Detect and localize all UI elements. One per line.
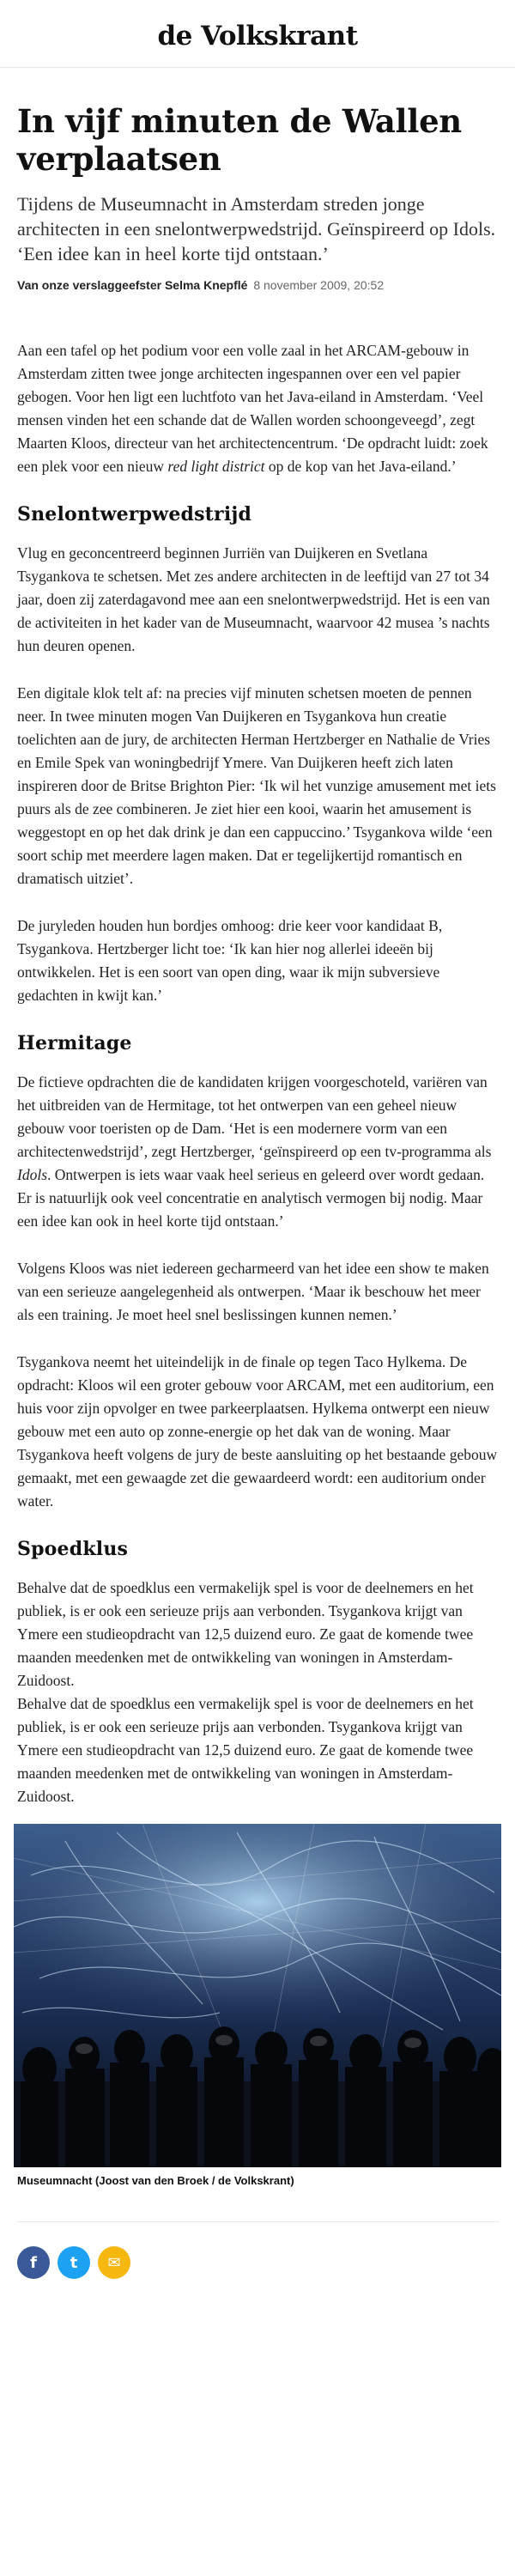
paragraph: De fictieve opdrachten die de kandidaten krijgen voorgeschoteld, variëren van het uitbreiden van de Hermitage, tot het ontwerpen van een geheel nieuw gebouw voor toeristen op de Dam. ‘Het is een modernere vorm van een architectenwedstrijd’, zegt Hertzberger, ‘geïnspireerd op een tv-programma als Idols. Ontwerpen is iets waar vaak heel serieus en geleerd over wordt gedaan. Er is natuurlijk ook veel concentratie en analytisch vermogen bij nodig. Maar een idee kan ook in heel korte tijd ontstaan.’	[17, 1073, 492, 1230]
masthead	[0, 0, 515, 68]
article	[0, 102, 515, 2279]
paragraph: Vlug en geconcentreerd beginnen Jurriën van Duijkeren en Svetlana Tsygankova te schetsen. Met zes andere architecten in de leeftijd van 27 tot 34 jaar, doen zij zaterdagavond mee aan een snelontwerpwedstrijd. Het is een van de activiteiten in het kader van de Museumnacht, waarvoor 42 musea ’s nachts hun deuren openen.	[17, 544, 490, 654]
byline-author: Van onze verslaggeefster Selma Knepflé	[17, 278, 248, 292]
email-share-button[interactable]	[98, 2246, 130, 2279]
emphasis: red light district	[167, 458, 265, 475]
paragraph: Tsygankova neemt het uiteindelijk in de finale op tegen Taco Hylkema. De opdracht: Kloos wil een groter gebouw voor ARCAM, met een auditorium, een huis voor zijn opvolger en twee parkeerplaatsen. Hylkema ontwerpt een nieuw gebouw met een auto op zonne-energie op het dak van de woning. Maar Tsygankova heeft volgens de jury de beste aansluiting op het bestaande gebouw gemaakt, met een gewaagde zet die gewaardeerd wordt: een auditorium onder water.	[17, 1353, 498, 1510]
byline	[17, 278, 500, 292]
paragraph: Behalve dat de spoedklus een vermakelijk spel is voor de deelnemers en het publiek, is er ook een serieuze prijs aan verbonden. Tsygankova krijgt van Ymere een studieopdracht van 12,5 duizend euro. Ze gaat de komende twee maanden meedenken met de ontwikkeling van woningen in Amsterdam-Zuidoost.	[17, 1695, 474, 1805]
share-buttons	[17, 2246, 500, 2279]
twitter-icon: t	[70, 2253, 78, 2272]
paragraph: De juryleden houden hun bordjes omhoog: drie keer voor kandidaat B, Tsygankova. Hertzberger licht toe: ‘Ik kan hier nog allerlei ideeën bij ontwikkelen. Het is een soort van open ding, waar ik mijn subversieve gedachten in kwijt kan.’	[17, 917, 443, 1004]
emphasis: Idols	[17, 1166, 47, 1183]
facebook-share-button[interactable]	[17, 2246, 50, 2279]
article-lead: Tijdens de Museumnacht in Amsterdam streden jonge architecten in een snelontwerpwedstrijd. Geïnspireerd op Idols. ‘Een idee kan in heel korte tijd ontstaan.’	[17, 193, 496, 264]
subheading-hermitage: Hermitage	[17, 1032, 132, 1054]
divider	[17, 2221, 500, 2222]
site-logo[interactable]: de Volkskrant	[157, 21, 358, 52]
paragraph: Behalve dat de spoedklus een vermakelijk spel is voor de deelnemers en het publiek, is er ook een serieuze prijs aan verbonden. Tsygankova krijgt van Ymere een studieopdracht van 12,5 duizend euro. Ze gaat de komende twee maanden meedenken met de ontwikkeling van woningen in Amsterdam-Zuidoost.	[17, 1579, 474, 1689]
email-icon: ✉	[107, 2253, 121, 2272]
paragraph: Een digitale klok telt af: na precies vijf minuten schetsen moeten de pennen neer. In twee minuten mogen Van Duijkeren en Tsygankova hun creatie toelichten aan de jury, de architecten Herman Hertzberger en Nathalie de Vries en Emile Spek van woningbedrijf Ymere. Van Duijkeren heeft zich laten inspireren door de Britse Brighton Pier: ‘Ik wil het vunzige amusement met iets puurs als de zee combineren. Je ziet hier een kooi, waarin het amusement is weggestopt en op het dak drink je dan een cappuccino.’ Tsygankova wilde ‘een soort schip met meerdere lagen maken. Dat er tegelijkertijd romantisch en dramatisch uitziet’.	[17, 684, 496, 887]
facebook-icon: f	[30, 2253, 37, 2272]
subheading-snelontwerpwedstrijd: Snelontwerpwedstrijd	[17, 503, 252, 526]
byline-date: 8 november 2009, 20:52	[253, 278, 385, 292]
paragraph: Aan een tafel op het podium voor een volle zaal in het ARCAM-gebouw in Amsterdam zitten twee jonge architecten ingespannen over een vel papier gebogen. Voor hen ligt een luchtfoto van het Java-eiland in Amsterdam. ‘Veel mensen vinden het een schande dat de Wallen worden schoongeveegd’, zegt Maarten Kloos, directeur van het architectencentrum. ‘De opdracht luidt: zoek een plek voor een nieuw red light district op de kop van het Java-eiland.’	[17, 342, 488, 475]
article-photo[interactable]	[14, 1824, 501, 2167]
article-body	[17, 339, 500, 1808]
twitter-share-button[interactable]	[58, 2246, 90, 2279]
photo-caption: Museumnacht (Joost van den Broek / de Volkskrant)	[17, 2174, 294, 2187]
paragraph: Volgens Kloos was niet iedereen gecharmeerd van het idee een show te maken van een serieuze aangelegenheid als ontwerpen. ‘Maar ik beschouw het meer als een training. Je moet heel snel beslissingen kunnen nemen.’	[17, 1260, 489, 1323]
photo-illustration	[14, 1824, 501, 2167]
subheading-spoedklus: Spoedklus	[17, 1538, 129, 1560]
article-title: In vijf minuten de Wallen verplaatsen	[17, 102, 462, 178]
